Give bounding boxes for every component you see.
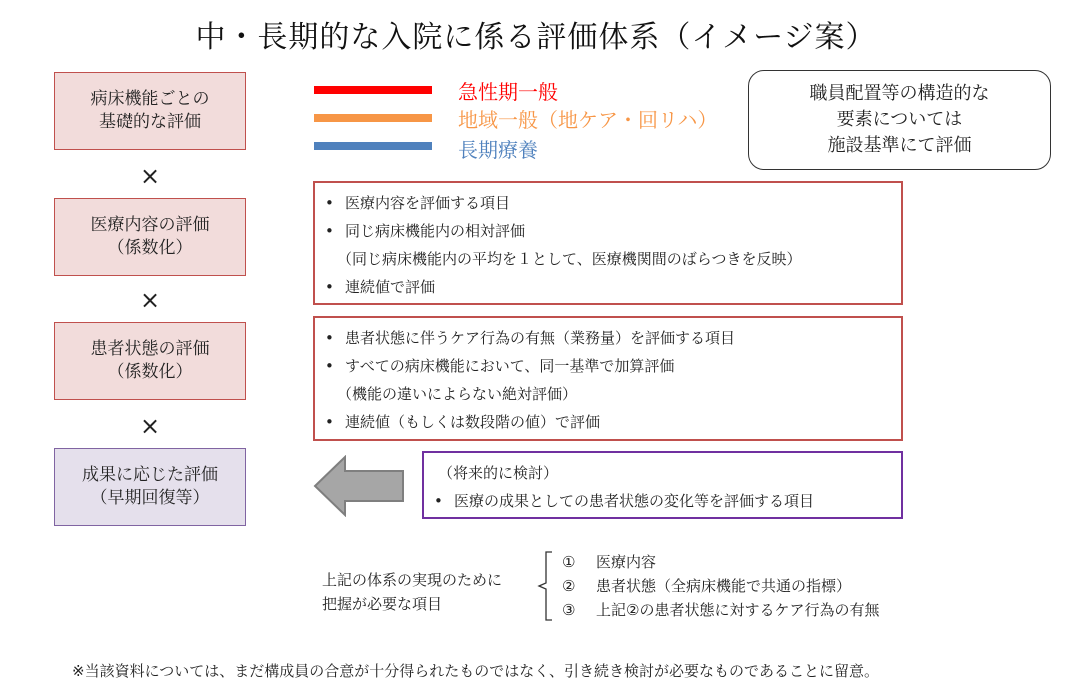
legend-line-acute	[314, 86, 432, 94]
multiply-sign-1: ×	[139, 162, 161, 190]
requirements-list	[562, 550, 879, 622]
requirement-num-1: ①	[562, 553, 576, 571]
patient-condition-evaluation-box	[54, 322, 246, 400]
medical-content-line2: （係数化）	[107, 238, 193, 258]
outcome-line1: 成果に応じた評価	[82, 465, 218, 485]
basic-evaluation-line1: 病床機能ごとの	[90, 89, 210, 109]
requirements-label-line1: 上記の体系の実現のために	[322, 571, 503, 589]
requirement-num-2: ②	[562, 577, 576, 595]
medical-item-3: 連続値で評価	[345, 278, 436, 296]
medical-item-2-note: （同じ病床機能内の平均を１として、医療機関間のばらつきを反映）	[337, 250, 802, 268]
outcome-line2: （早期回復等）	[90, 488, 210, 508]
footnote: ※当該資料については、まだ構成員の合意が十分得られたものではなく、引き続き検討が必要なものであることに留意。	[72, 662, 879, 680]
outcome-evaluation-box	[54, 448, 246, 526]
legend-label-regional: 地域一般（地ケア・回リハ）	[458, 108, 718, 132]
requirements-label	[322, 568, 502, 616]
patient-item-2-note: （機能の違いによらない絶対評価）	[337, 385, 578, 403]
requirement-num-3: ③	[562, 601, 576, 619]
future-heading: （将来的に検討）	[438, 464, 559, 482]
patient-condition-line2: （係数化）	[107, 362, 193, 382]
requirement-text-2: 患者状態（全病床機能で共通の指標）	[596, 577, 852, 595]
future-item-1: 医療の成果としての患者状態の変化等を評価する項目	[454, 492, 815, 510]
medical-content-line1: 医療内容の評価	[90, 215, 210, 235]
patient-condition-details-box	[313, 316, 903, 441]
requirement-text-1: 医療内容	[596, 553, 657, 571]
page-title: 中・長期的な入院に係る評価体系（イメージ案）	[195, 20, 877, 55]
left-arrow-icon	[312, 455, 406, 517]
bullet: •	[434, 492, 443, 510]
legend-label-acute: 急性期一般	[458, 80, 558, 104]
medical-content-details-box	[313, 181, 903, 305]
multiply-sign-2: ×	[139, 286, 161, 314]
patient-item-2: すべての病床機能において、同一基準で加算評価	[345, 357, 675, 375]
legend-line-long-term	[314, 142, 432, 150]
basic-evaluation-line2: 基礎的な評価	[99, 112, 201, 132]
patient-item-3: 連続値（もしくは数段階の値）で評価	[345, 413, 601, 431]
bullet: •	[325, 278, 334, 296]
legend-label-long-term: 長期療養	[458, 138, 538, 162]
future-consideration-box	[422, 451, 903, 519]
structural-line3: 施設基準にて評価	[827, 135, 972, 156]
patient-item-1: 患者状態に伴うケア行為の有無（業務量）を評価する項目	[345, 329, 736, 347]
medical-item-2: 同じ病床機能内の相対評価	[345, 222, 526, 240]
bullet: •	[325, 222, 334, 240]
brace-icon	[536, 550, 558, 622]
requirement-text-3: 上記②の患者状態に対するケア行為の有無	[596, 601, 880, 619]
requirement-item-2	[562, 574, 879, 598]
medical-item-1: 医療内容を評価する項目	[345, 194, 511, 212]
bullet: •	[325, 194, 334, 212]
basic-evaluation-box	[54, 72, 246, 150]
requirement-item-3	[562, 598, 879, 622]
bullet: •	[325, 357, 334, 375]
multiply-sign-3: ×	[139, 412, 161, 440]
requirements-label-line2: 把握が必要な項目	[322, 595, 443, 613]
patient-condition-line1: 患者状態の評価	[90, 339, 210, 359]
requirement-item-1	[562, 550, 879, 574]
bullet: •	[325, 329, 334, 347]
legend-line-regional	[314, 114, 432, 122]
structural-elements-box	[748, 70, 1051, 170]
structural-line2: 要素については	[836, 109, 963, 130]
structural-line1: 職員配置等の構造的な	[809, 83, 990, 104]
bullet: •	[325, 413, 334, 431]
medical-content-evaluation-box	[54, 198, 246, 276]
